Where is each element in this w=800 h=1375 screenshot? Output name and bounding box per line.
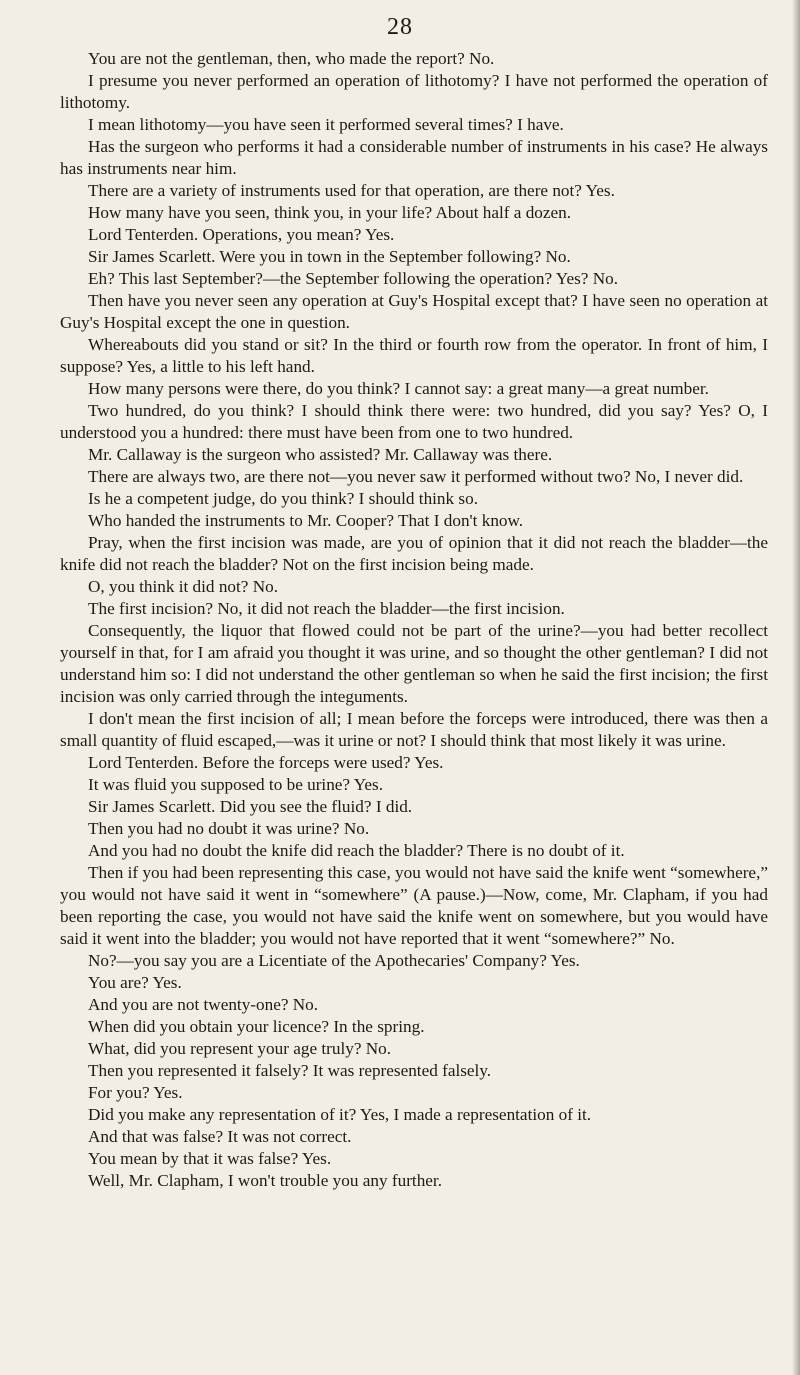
paragraph: O, you think it did not? No. [88, 577, 279, 596]
paragraph: The first incision? No, it did not reach the bladder—the first incision. [88, 599, 565, 618]
paragraph: I don't mean the first incision of all; I mean before the forceps were introduced, there was then a small quantity of fluid escaped,—was it urine or not? I should think that most likely it was urine. [60, 709, 768, 750]
page-edge-shadow [792, 0, 800, 1375]
paragraph: Well, Mr. Clapham, I won't trouble you any further. [88, 1171, 442, 1190]
paragraph: And you had no doubt the knife did reach the bladder? There is no doubt of it. [88, 841, 625, 860]
paragraph: When did you obtain your licence? In the spring. [88, 1017, 425, 1036]
paragraph: Did you make any representation of it? Yes, I made a representation of it. [88, 1105, 592, 1124]
paragraph: Has the surgeon who performs it had a considerable number of instruments in his case? He always has instruments near him. [60, 137, 768, 178]
paragraph: How many persons were there, do you think? I cannot say: a great many—a great number. [88, 379, 709, 398]
paragraph: Then have you never seen any operation at Guy's Hospital except that? I have seen no operation at Guy's Hospital except the one in question. [60, 291, 768, 332]
paragraph: I mean lithotomy—you have seen it performed several times? I have. [88, 115, 564, 134]
paragraph: Then if you had been representing this case, you would not have said the knife went “somewhere,” you would not have said it went in “somewhere” (A pause.)—Now, come, Mr. Clapham, if you had been reporting the case, you would not have said the knife went on somewhere, but you would have said it went into the bladder; you would not have reported that it went “somewhere?” No. [60, 863, 768, 948]
paragraph: Mr. Callaway is the surgeon who assisted? Mr. Callaway was there. [88, 445, 553, 464]
page-number: 28 [387, 14, 413, 40]
paragraph: No?—you say you are a Licentiate of the Apothecaries' Company? Yes. [88, 951, 580, 970]
paragraph: Then you represented it falsely? It was represented falsely. [88, 1061, 492, 1080]
paragraph: For you? Yes. [88, 1083, 183, 1102]
paragraph: You are? Yes. [88, 973, 182, 992]
paragraph: I presume you never performed an operation of lithotomy? I have not performed the operation of lithotomy. [60, 71, 768, 112]
paragraph: Two hundred, do you think? I should think there were: two hundred, did you say? Yes? O, I understood you a hundred: there must have been from one to two hundred. [60, 401, 768, 442]
paragraph: Sir James Scarlett. Did you see the fluid? I did. [88, 797, 413, 816]
paragraph: Who handed the instruments to Mr. Cooper? That I don't know. [88, 511, 524, 530]
paragraph: Then you had no doubt it was urine? No. [88, 819, 370, 838]
paragraph: Lord Tenterden. Before the forceps were used? Yes. [88, 753, 444, 772]
paragraph: There are always two, are there not—you never saw it performed without two? No, I never did. [88, 467, 744, 486]
paragraph: Eh? This last September?—the September following the operation? Yes? No. [88, 269, 618, 288]
testimony-text [60, 48, 768, 1192]
paragraph: Consequently, the liquor that flowed could not be part of the urine?—you had better recollect yourself in that, for I am afraid you thought it was urine, and so thought the other gentleman? I did not understand him so: I did not understand the other gentleman so when he said the first incision; the first incision was only carried through the integuments. [60, 621, 768, 706]
paragraph: What, did you represent your age truly? No. [88, 1039, 392, 1058]
paragraph: You are not the gentleman, then, who made the report? No. [88, 49, 495, 68]
paragraph: Lord Tenterden. Operations, you mean? Yes. [88, 225, 395, 244]
paragraph: Sir James Scarlett. Were you in town in the September following? No. [88, 247, 571, 266]
paragraph: It was fluid you supposed to be urine? Yes. [88, 775, 384, 794]
paragraph: There are a variety of instruments used for that operation, are there not? Yes. [88, 181, 615, 200]
paragraph: How many have you seen, think you, in your life? About half a dozen. [88, 203, 572, 222]
paragraph: And you are not twenty-one? No. [88, 995, 319, 1014]
paragraph: And that was false? It was not correct. [88, 1127, 352, 1146]
paragraph: Pray, when the first incision was made, are you of opinion that it did not reach the bladder—the knife did not reach the bladder? Not on the first incision being made. [60, 533, 768, 574]
paragraph: Is he a competent judge, do you think? I should think so. [88, 489, 479, 508]
paragraph: You mean by that it was false? Yes. [88, 1149, 332, 1168]
paragraph: Whereabouts did you stand or sit? In the third or fourth row from the operator. In front of him, I suppose? Yes, a little to his left hand. [60, 335, 768, 376]
